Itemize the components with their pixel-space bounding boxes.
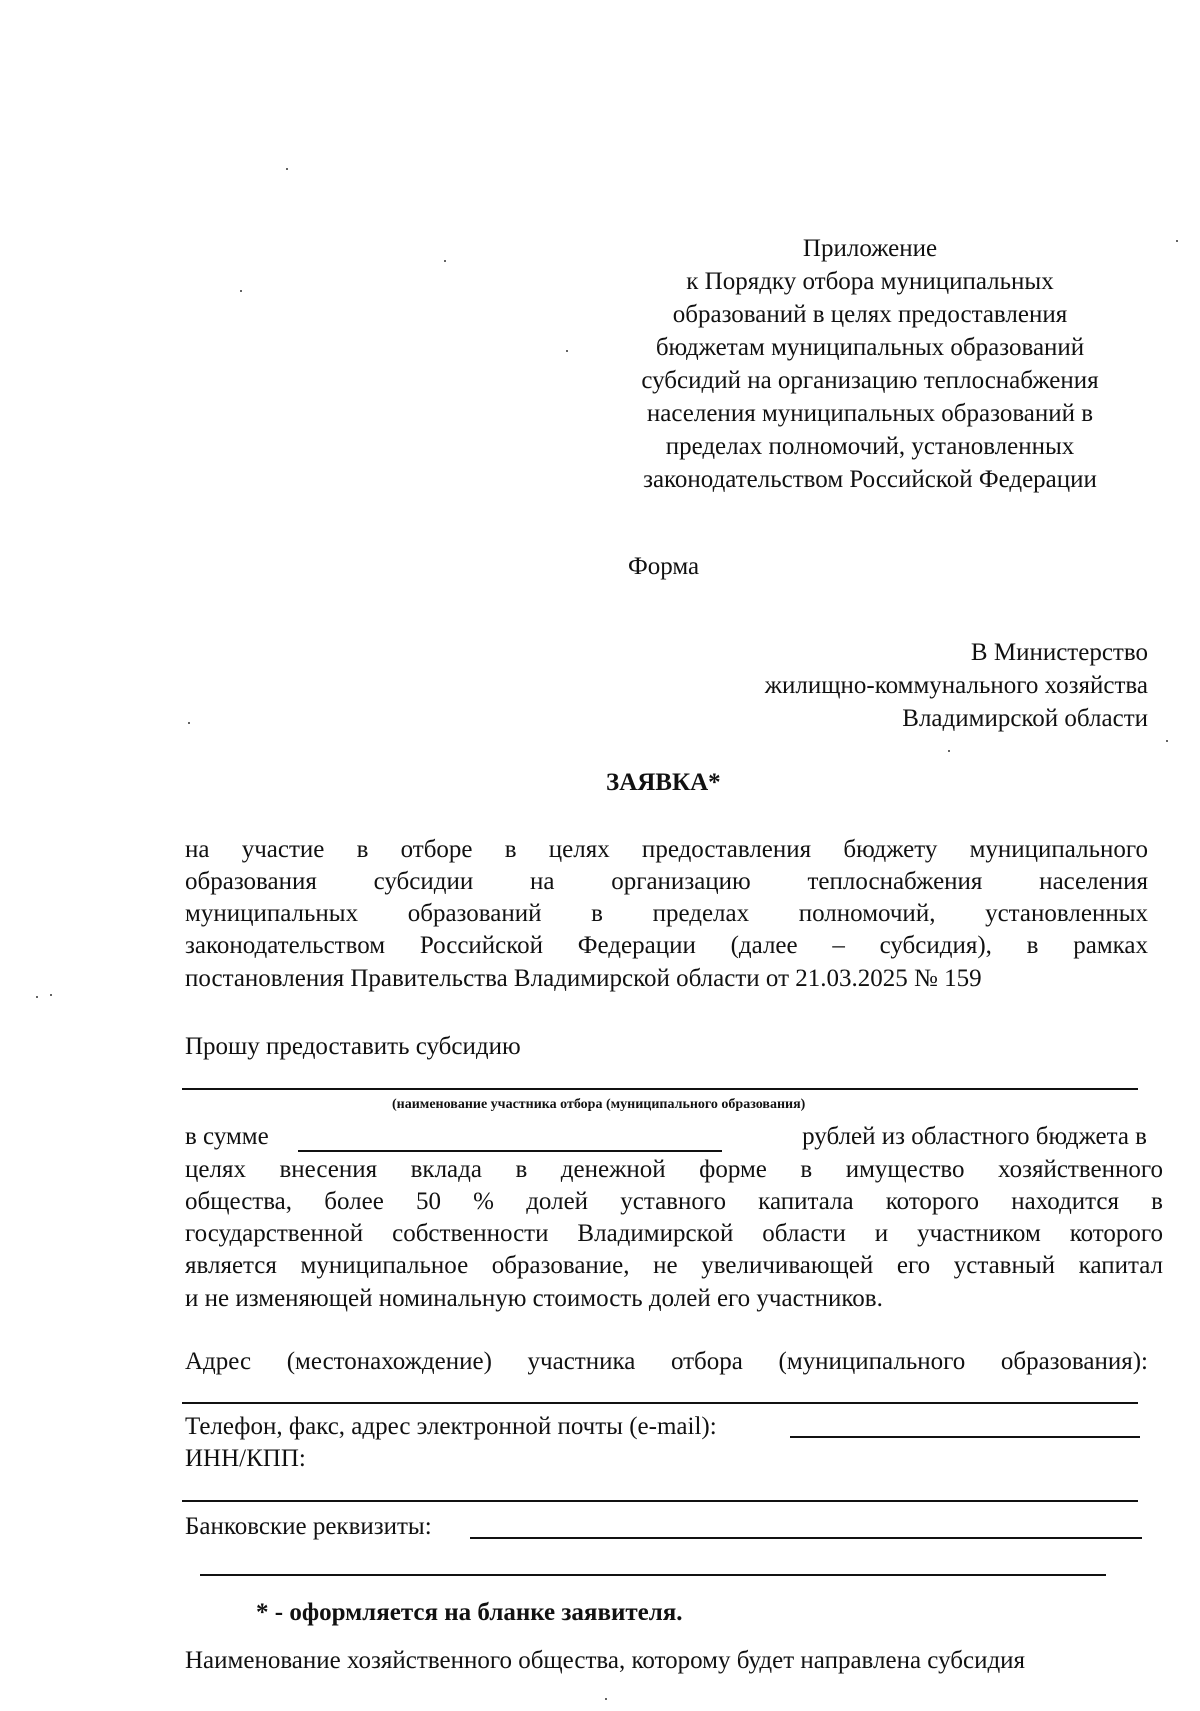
bank-field[interactable] [470, 1537, 1142, 1539]
appendix-line: законодательством Российской Федерации [643, 466, 1097, 493]
amount-line: общества, более 50 % долей уставного капитала которого находится в [185, 1188, 1163, 1215]
amount-field[interactable] [298, 1150, 722, 1152]
document-title: ЗАЯВКА* [606, 769, 721, 796]
scan-speck [36, 996, 38, 998]
intro-line: образования субсидии на организацию теплоснабжения населения [185, 868, 1148, 895]
amount-line: является муниципальное образование, не увеличивающей его уставный капитал [185, 1252, 1163, 1279]
appendix-line: к Порядку отбора муниципальных [686, 268, 1054, 295]
intro-line: законодательством Российской Федерации (далее – субсидия), в рамках [185, 932, 1148, 959]
inn-label: ИНН/КПП: [185, 1445, 306, 1472]
scan-speck [50, 994, 52, 996]
addressee-line: Владимирской области [902, 705, 1148, 732]
participant-name-field[interactable] [182, 1088, 1138, 1090]
intro-line: на участие в отборе в целях предоставления бюджету муниципального [185, 836, 1148, 863]
scan-speck [188, 722, 190, 724]
scan-speck [605, 1698, 607, 1700]
addressee-line: жилищно-коммунального хозяйства [764, 672, 1148, 699]
bank-label: Банковские реквизиты: [185, 1513, 432, 1540]
contacts-field[interactable] [790, 1436, 1140, 1438]
amount-line: и не изменяющей номинальную стоимость долей его участников. [185, 1285, 883, 1312]
amount-suffix: рублей из областного бюджета в [802, 1123, 1147, 1150]
scan-speck [240, 290, 242, 292]
scan-speck [444, 260, 446, 262]
address-label: Адрес (местонахождение) участника отбора (муниципального образования): [185, 1348, 1148, 1375]
appendix-line: бюджетам муниципальных образований [655, 334, 1085, 361]
amount-line: государственной собственности Владимирской области и участником которого [185, 1220, 1163, 1247]
form-label: Форма [628, 553, 700, 580]
participant-name-caption: (наименование участника отбора (муниципального образования) [392, 1097, 806, 1112]
appendix-line: субсидий на организацию теплоснабжения [641, 367, 1099, 394]
request-text: Прошу предоставить субсидию [185, 1033, 521, 1060]
footnote: * - оформляется на бланке заявителя. [256, 1599, 683, 1626]
appendix-line: пределах полномочий, установленных [665, 433, 1075, 460]
appendix-line: образований в целях предоставления [672, 301, 1068, 328]
scan-speck [1166, 740, 1168, 742]
addressee-line: В Министерство [970, 639, 1148, 666]
inn-field[interactable] [182, 1500, 1138, 1502]
contacts-label: Телефон, факс, адрес электронной почты (e-mail): [185, 1413, 717, 1440]
appendix-title: Приложение [802, 235, 938, 262]
scan-speck [948, 750, 950, 752]
amount-prefix: в сумме [185, 1123, 269, 1150]
scan-speck [286, 168, 288, 170]
intro-line: постановления Правительства Владимирской области от 21.03.2025 № 159 [185, 965, 982, 992]
scan-speck [566, 350, 568, 352]
amount-line: целях внесения вклада в денежной форме в имущество хозяйственного [185, 1156, 1163, 1183]
final-line: Наименование хозяйственного общества, которому будет направлена субсидия [185, 1647, 1026, 1674]
scan-speck [1176, 240, 1178, 242]
intro-line: муниципальных образований в пределах полномочий, установленных [185, 900, 1148, 927]
appendix-line: населения муниципальных образований в [646, 400, 1094, 427]
address-field[interactable] [182, 1402, 1138, 1404]
bank-field-continued[interactable] [200, 1574, 1106, 1576]
